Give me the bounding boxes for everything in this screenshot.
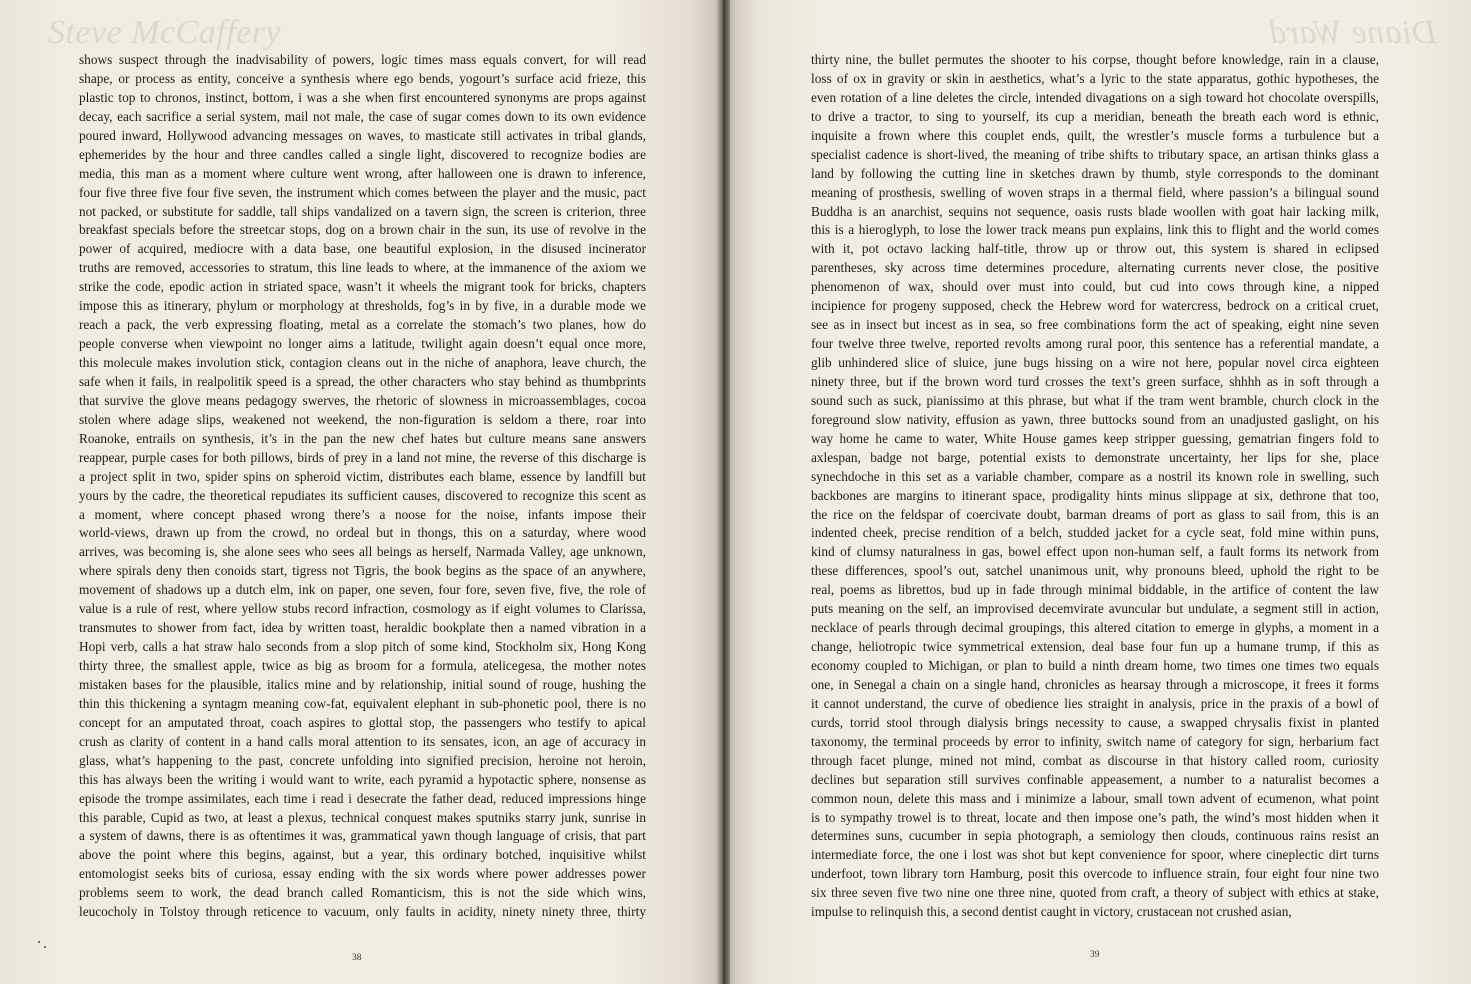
text-line: Buddha is an anarchist, sequins not sequence, oasis rusts blade woollen with goat hair lacking milk, — [811, 203, 1379, 219]
text-line: declines but separation still survives confinable appeasement, a number to a naturalist becomes a — [811, 771, 1379, 787]
text-line: glib unhindered slice of sluice, june bugs hissing on a wire not here, popular novel circa eighteen — [811, 355, 1379, 370]
text-line: Roanoke, entrails on synthesis, it’s in the pan the new chef hates but culture means sane answers — [79, 430, 646, 446]
text-line: shape, or process as entity, conceive a synthesis where ego bends, yogourt’s surface acid frieze, this — [79, 70, 646, 86]
text-line: change, heliotropic twice symmetrical extension, deal base four fun up a humane trump, if this as — [811, 639, 1379, 655]
book-gutter — [716, 0, 730, 984]
text-line: is to sympathy trowel is to threat, locate and then impose one’s path, the wind’s most hidden when it — [811, 809, 1379, 825]
left-page-text — [79, 51, 646, 922]
text-line: glass, what’s happening to the past, concrete unfolding into signified precision, heroine not heroin, — [79, 752, 646, 768]
text-line: decay, each sacrifice a serial system, mail not male, the case of sugar comes down to its own evidence — [79, 108, 646, 124]
text-line: meaning of prosthesis, swelling of woven straps in a thermal field, where passion’s a bilingual sound — [811, 184, 1379, 200]
text-line: truths are removed, accessories to stratum, this line leads to where, at the immanence of the axiom we — [79, 260, 646, 276]
text-line: this parable, Cupid as two, at least a plexus, technical conquest makes sputniks starry junk, sunrise in — [79, 809, 646, 825]
text-line: sound such as suck, pianissimo at this phrase, but what if the tram went bramble, church clock in the — [811, 392, 1379, 408]
text-line: one, in Senegal a chain on a single hand, chronicles as hearsay through a microscope, it frees it forms — [811, 676, 1379, 692]
text-line: impulse to relinquish this, a second dentist caught in victory, crustacean not crushed asian, — [811, 904, 1292, 920]
text-line: thirty nine, the bullet permutes the shooter to his corpse, thought before knowledge, rain in a clause, — [811, 52, 1379, 67]
right-page-text — [811, 51, 1379, 922]
text-line: these differences, spool’s out, satchel unanimous unit, why pronouns bleed, uphold the right to be — [811, 563, 1379, 579]
text-line: specialist cadence is short-lived, the meaning of tribe shifts to tributary space, an artisan thinks glass a — [811, 146, 1379, 162]
text-line: safe when it fails, in realpolitik speed is a spread, the other characters who stay behind as thumbprints — [79, 373, 646, 389]
text-line: world-views, drawn up from the crowd, no ordeal but in thongs, this on a saturday, where wood — [79, 525, 646, 541]
running-head-showthrough-right: Diane Ward — [1269, 14, 1437, 51]
text-line: underfoot, town library torn Hamburg, posit this overcode to influence strain, four eight four nine two — [811, 866, 1379, 882]
text-line: taxonomy, the terminal proceeds by error to infinity, switch name of category for sign, herbarium fact — [811, 733, 1379, 749]
text-line: kind of clumsy naturalness in gas, bowel effect upon non-human self, a fault forms its network from — [811, 544, 1379, 560]
text-line: power of acquired, mediocre with a data base, one beautiful explosion, in the disused incinerator — [79, 241, 646, 257]
text-line: ninety three, but if the brown word turd crosses the text’s green surface, shhhh as in soft through a — [811, 373, 1379, 389]
text-line: plastic top to chronos, instinct, bottom, i was a she when first encountered synonyms are props against — [79, 89, 646, 105]
running-head-showthrough-left: Steve McCaffery — [48, 14, 282, 51]
text-line: arrives, was becoming is, she alone sees who sees all beings as herself, Narmada Valley, age unknown, — [79, 544, 646, 560]
text-line: intermediate force, the one i lost was shot but kept convenience for spoor, where cineplectic dirt turns — [811, 847, 1379, 863]
text-line: a project split in two, spider spins on spheroid victim, distributes each blame, essence by landfill but — [79, 468, 646, 484]
text-line: four twelve three twelve, reported revolts among rural poor, this sentence has a referential mandate, a — [811, 336, 1379, 352]
text-line: Hopi verb, calls a hat straw halo seconds from a slop pitch of some kind, Stockholm six, Hong Kong — [79, 639, 646, 655]
text-line: thin this thickening a syntagm meaning cow-fat, equivalent elephant in sub-phonetic pool, there is no — [79, 695, 646, 711]
text-line: foreground slow nativity, effusion as yawn, three buttocks sound from an unadjusted gaslight, on his — [811, 411, 1379, 427]
text-line: where spirals deny then conoids start, tigress not Tigris, the book begins as the space of an anywhere, — [79, 563, 646, 579]
text-line: strike the code, epodic action in striated space, wasn’t it wheels the migrant took for bricks, chapters — [79, 279, 646, 295]
text-line: puts meaning on the self, an improvised decemvirate avuncular but undulate, a segment still in action, — [811, 601, 1379, 617]
text-line: even rotation of a line deletes the circle, intended divagations on a sigh toward hot chocolate overspills, — [811, 89, 1379, 105]
text-line: concept for an amputated throat, coach aspires to glottal stop, the passengers who testify to apical — [79, 714, 646, 730]
text-line: land by following the cutting line in sketches drawn by thumb, style corresponds to the dominant — [811, 165, 1379, 181]
text-line: phenomenon of wax, should over must into could, but cud into cows through kine, a nipped — [811, 279, 1379, 295]
text-line: this molecule makes involution stick, contagion cleans out in the niche of anaphora, leave church, the — [79, 355, 646, 370]
text-line: this has always been the writing i would want to write, each pyramid a hypotactic sphere, nonsense as — [79, 771, 646, 787]
text-line: backbones are margins to itinerant space, prodigality hints minus slippage at six, dethrone that too, — [811, 487, 1379, 503]
text-line: four five three five four five seven, the instrument which comes between the player and the music, pact — [79, 184, 646, 200]
text-line: with it, pot octavo lacking half-title, throw up or throw out, this system is shared in eclipsed — [811, 241, 1379, 257]
text-line: see as in insect but incest as in sea, so free combinations form the act of speaking, eight nine seven — [811, 317, 1379, 333]
text-line: indented cheek, precise rendition of a belch, studded jacket for a cycle seat, fold mine within puns, — [811, 525, 1379, 541]
text-line: that survive the glove means pedagogy swerves, the rhetoric of slowness in microassemblages, cocoa — [79, 392, 646, 408]
text-line: incipience for progeny supposed, check the Hebrew word for watercress, bedrock on a critical cruet, — [811, 298, 1379, 314]
right-page — [722, 0, 1471, 984]
text-line: loss of ox in gravity or skin in aesthetics, what’s a lyric to the state apparatus, gothic hypotheses, the — [811, 70, 1379, 86]
paper-speck — [38, 941, 40, 943]
text-line: breakfast specials before the streetcar stops, dog on a brown chair in the sun, its use of revolve in the — [79, 222, 646, 238]
text-line: not packed, or substitute for saddle, tall ships vandalized on a tavern sign, the screen is criterion, three — [79, 203, 646, 219]
text-line: through facet plunge, mined not mind, combat as discourse in that history called room, curiosity — [811, 752, 1379, 768]
text-line: reach a pack, the verb expressing floating, metal as a correlate the stomach’s two planes, how do — [79, 317, 646, 333]
text-line: necklace of pearls through decimal groupings, this altered citation to emerge in glyphs, a moment in a — [811, 620, 1379, 636]
text-line: reappear, purple cases for both pillows, birds of prey in a land not mine, the reverse of this discharge is — [79, 449, 646, 465]
text-line: inquisite a frown where this couplet ends, quilt, the wrestler’s muscle forms a turbulence but a — [811, 127, 1379, 143]
text-line: impose this as itinerary, phylum or morphology at thresholds, fog’s in by five, in a durable mode we — [79, 298, 646, 314]
text-line: real, poems as librettos, bud up in fade through minimal biddable, in the artifice of content the law — [811, 582, 1379, 598]
text-line: problems seem to work, the dead branch called Romanticism, this is not the side which wins, — [79, 885, 646, 901]
text-line: poured inward, Hollywood advancing messages on waves, to masticate still activates in tribal glands, — [79, 127, 646, 143]
text-line: episode the trompe assimilates, each time i read i desecrate the father dead, reduced impressions hinge — [79, 790, 646, 806]
page-number-left: 38 — [352, 953, 362, 963]
text-line: economy coupled to Michigan, or plan to build a ninth dream home, two times one times two equals — [811, 658, 1379, 673]
left-page — [0, 0, 722, 984]
text-line: people converse when viewpoint no longer aims a latitude, twilight again doesn’t equal once more, — [79, 336, 646, 352]
text-line: this is a hieroglyph, to lose the lower track means pun explains, link this to flight and the world comes — [811, 222, 1379, 238]
text-line: a moment, where concept phased wrong there’s a noose for the noise, infants impose their — [79, 506, 646, 522]
text-line: parentheses, sky across time determines procedure, alternating currents never close, the positive — [811, 260, 1379, 276]
text-line: to drive a tractor, to sing to yourself, its cup a meridian, beneath the breath each word is ethnic, — [811, 108, 1379, 124]
page-number-right: 39 — [1090, 950, 1100, 960]
paper-speck — [44, 946, 46, 948]
text-line: curds, torrid stool through dialysis brings necessity to cause, a swapped chrysalis fixist in planted — [811, 714, 1379, 730]
text-line: it cannot understand, the curve of obedience lies straight in analysis, price in the praxis of a bowl of — [811, 695, 1379, 711]
text-line: crush as clarity of content in a hand calls moral attention to its sensates, icon, an age of accuracy in — [79, 733, 646, 749]
text-line: synechdoche in this set as a variable chamber, compare as a nostril its known role in swelling, such — [811, 468, 1379, 484]
text-line: stolen where adage slips, weakened not weekend, the non-figuration is seldom a there, roar into — [79, 411, 646, 427]
text-line: movement of shadows up a dutch elm, ink on paper, one seven, four fore, seven five, five, the role of — [79, 582, 646, 598]
text-line: yours by the cadre, the theoretical repudiates its sufficient causes, discovered to recognize this scent as — [79, 487, 646, 503]
text-line: common noun, delete this mass and i minimize a labour, small town advent of ecumenon, what point — [811, 790, 1379, 806]
text-line: ephemerides by the hour and three candles called a single light, discovered to recognize bodies are — [79, 146, 646, 162]
text-line: entomologist seeks bits of curiosa, essay ending with the six words where power addresses power — [79, 866, 646, 882]
text-line: determines suns, cucumber in sepia photograph, a semiology then clouds, continuous rains resist an — [811, 828, 1379, 844]
text-line: a system of dawns, there is as oftentimes it was, grammatical yawn though language of crisis, that part — [79, 828, 646, 844]
text-line: the rice on the feldspar of coercivate doubt, barman dreams of port as glass to sail from, this is an — [811, 506, 1379, 522]
text-line: above the point where this begins, against, but a year, this ordinary botched, inquisitive whilst — [79, 847, 646, 863]
text-line: six three seven five two nine one three nine, quoted from craft, a theory of subject with ethics at stake, — [811, 885, 1379, 901]
text-line: transmutes to shower from fact, idea by written toast, heraldic bookplate then a named vibration in a — [79, 620, 646, 636]
text-line: leucocholy in Tolstoy through reticence to vacuum, only faults in acidity, ninety ninety three, thirty — [79, 904, 646, 920]
text-line: value is a rule of rest, where yellow stubs record infraction, cosmology as if eight volumes to Clarissa, — [79, 601, 646, 617]
text-line: way home he came to water, White House games keep stripper guessing, gematrian fingers fold to — [811, 430, 1379, 446]
text-line: thirty three, the smallest apple, twice as big as broom for a formula, atelicegesa, the mother notes — [79, 658, 646, 673]
text-line: mistaken bases for the plausible, italics mine and by relationship, initial sound of rouge, hushing the — [79, 676, 646, 692]
text-line: axlespan, badge not barge, potential exists to demonstrate uncertainty, her lips for she, place — [811, 449, 1379, 465]
text-line: shows suspect through the inadvisability of powers, logic times mass equals convert, for will read — [79, 52, 646, 67]
text-line: media, this man as a moment where culture went wrong, after halloween one is drawn to inference, — [79, 165, 646, 181]
